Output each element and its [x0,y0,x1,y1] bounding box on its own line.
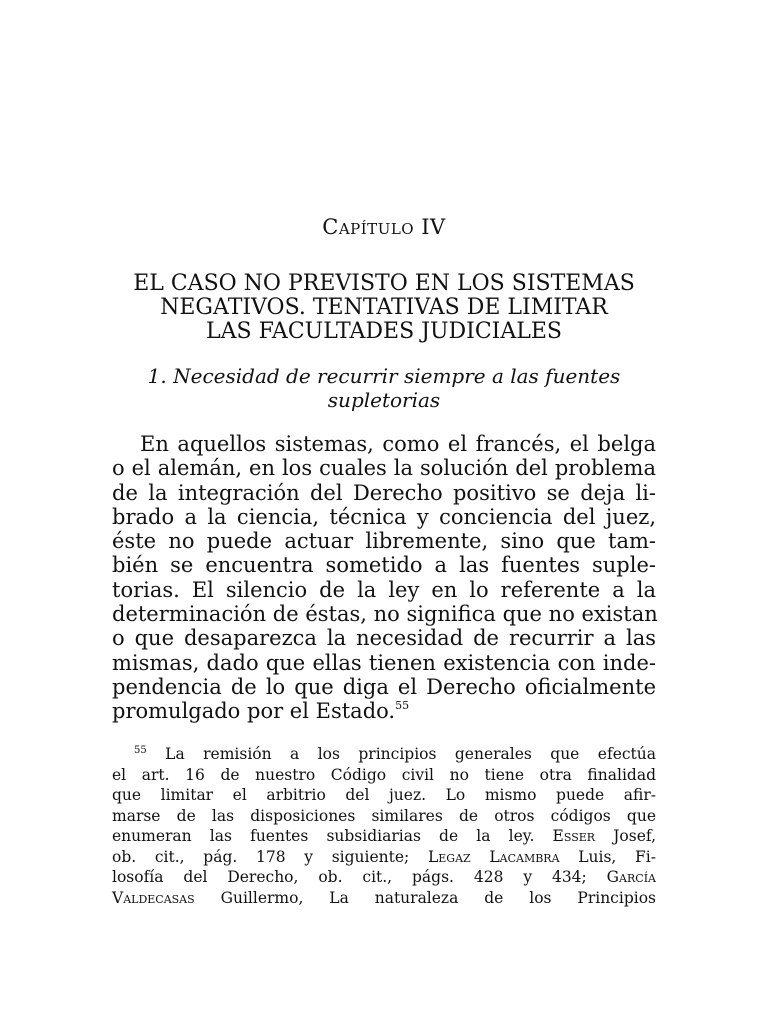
footnote-line-text: La remisión a los principios generales que efectúa [165,745,656,763]
body-line-last [112,699,656,723]
body-line: o el alemán, en los cuales la solución del problema [112,456,656,481]
chapter-title [100,272,668,344]
body-line: pendencia de lo que diga el Derecho oficialmente [112,674,656,699]
body-paragraph [112,432,656,724]
body-line: determinación de éstas, no significa que no existan [112,602,658,627]
footnote-author: Valdecasas [112,888,195,907]
chapter-title-line: EL CASO NO PREVISTO EN LOS SISTEMAS [133,271,635,296]
body-line: éste no puede actuar libremente, sino que tam- [112,529,656,554]
section-title [110,364,658,412]
chapter-title-line: LAS FACULTADES JUDICIALES [206,319,562,344]
footnote-line [112,744,656,765]
body-line: de la integración del Derecho positivo se deja li- [112,480,656,505]
footnote-author: García [606,868,656,886]
footnote-number: 55 [134,745,147,756]
footnote-line: que limitar el arbitrio del juez. Lo mismo puede afir- [112,786,656,804]
chapter-title-line: NEGATIVOS. TENTATIVAS DE LIMITAR [160,295,608,320]
footnote [112,744,656,908]
footnote-line [112,888,656,909]
section-title-line: 1. Necesidad de recurrir siempre a las fuentes [147,364,621,388]
body-line-text: promulgado por el Estado. [112,699,396,724]
footnote-line-text: enumeran las fuentes subsidiarias de la ley. [112,827,535,845]
footnote-author-given: Josef, [613,827,657,845]
body-line: bién se encuentra sometido a las fuentes suple- [112,553,656,578]
footnote-author-given: Luis, Fi- [578,847,656,866]
body-line: o que desaparezca la necesidad de recurrir a las [112,626,656,651]
footnote-line [112,847,656,868]
footnote-author: Esser [552,827,596,845]
body-line: brado a la ciencia, técnica y conciencia del juez, [112,504,656,529]
footnote-line [112,867,656,888]
section-title-line: supletorias [327,388,441,412]
footnote-line-text: losofía del Derecho, ob. cit., págs. 428 y 434; [112,868,587,886]
footnote-author: Legaz Lacambra [427,847,560,866]
footnote-reference[interactable]: 55 [395,699,410,713]
chapter-label: Capítulo IV [322,215,446,239]
body-line: torias. El silencio de la ley en lo referente a la [112,577,656,602]
footnote-line [112,826,656,847]
footnote-line-text: Guillermo, La naturaleza de los Principios [220,888,656,907]
body-line: En aquellos sistemas, como el francés, el belga [140,432,656,456]
body-line: mismas, dado que ellas tienen existencia con inde- [112,650,656,675]
footnote-line: marse de las disposiciones similares de otros códigos que [112,806,656,825]
footnote-line: el art. 16 de nuestro Código civil no tiene otra finalidad [112,765,656,784]
footnote-line-text: ob. cit., pág. 178 y siguiente; [112,847,410,866]
